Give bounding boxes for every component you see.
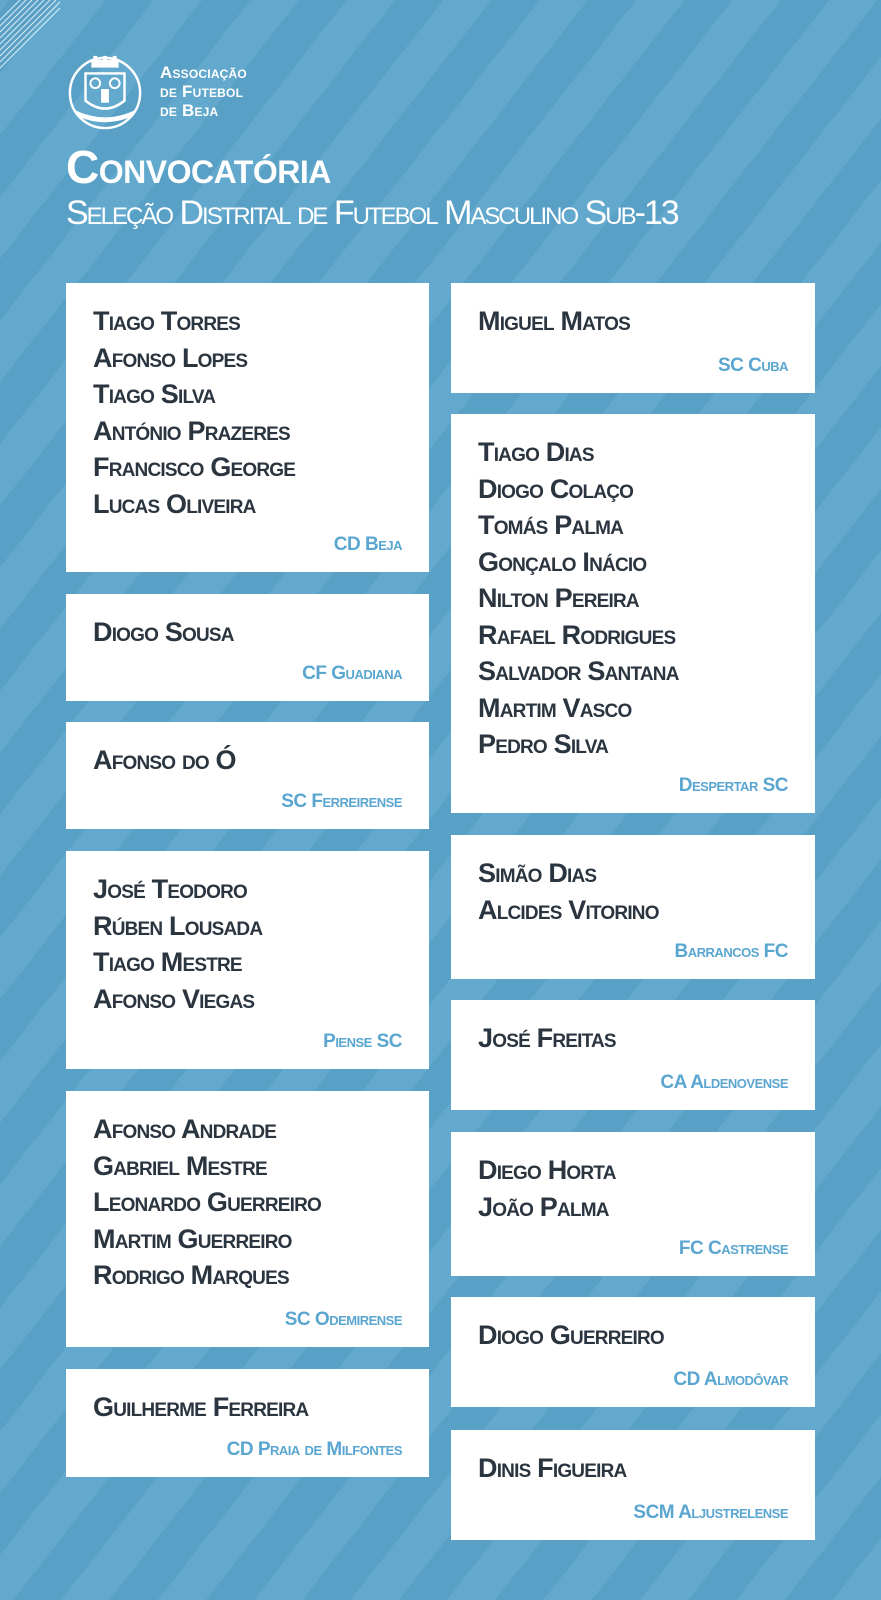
player-name: Guilherme Ferreira <box>93 1392 309 1422</box>
player-name: Tiago Mestre <box>93 947 242 977</box>
club-card <box>451 1430 815 1540</box>
player-name: Francisco George <box>93 452 296 482</box>
player-list <box>478 1132 788 1225</box>
player-name: Tiago Torres <box>93 306 241 336</box>
club-name: SC Cuba <box>717 355 788 376</box>
club-card <box>66 594 429 701</box>
player-name: Nilton Pereira <box>478 583 639 613</box>
player-name: João Palma <box>478 1191 609 1222</box>
club-name: FC Castrense <box>678 1238 788 1259</box>
player-list <box>478 1000 788 1057</box>
player-name: Gonçalo Inácio <box>478 546 647 577</box>
club-name: SC Odemirense <box>284 1309 402 1330</box>
player-name: Rúben Lousada <box>93 910 263 941</box>
player-name: José Teodoro <box>93 874 247 904</box>
club-card <box>451 1132 815 1276</box>
club-card <box>451 1000 815 1110</box>
club-card <box>66 283 429 572</box>
page-subtitle: Seleção Distrital de Futebol Masculino Sub-13 <box>66 194 678 232</box>
logo-row <box>66 52 846 130</box>
player-name: Afonso Viegas <box>93 983 255 1014</box>
club-name: CD Praia de Milfontes <box>226 1439 402 1460</box>
club-name: CA Aldenovense <box>660 1072 788 1093</box>
club-name: Piense SC <box>323 1031 402 1052</box>
player-name: Diego Horta <box>478 1155 616 1185</box>
player-name: António Prazeres <box>93 415 290 446</box>
player-list <box>478 414 788 763</box>
player-name: Rodrigo Marques <box>93 1260 289 1290</box>
corner-stripes <box>0 0 60 70</box>
association-name <box>160 63 247 120</box>
club-card <box>66 1369 429 1477</box>
player-list <box>478 1297 788 1354</box>
player-list <box>478 835 788 928</box>
club-card <box>451 835 815 979</box>
org-name-line1: Associação <box>160 62 247 82</box>
player-name: Gabriel Mestre <box>93 1150 267 1181</box>
player-list <box>93 594 402 651</box>
club-card <box>451 1297 815 1407</box>
player-name: Miguel Matos <box>478 306 630 336</box>
player-name: Afonso Andrade <box>93 1114 277 1144</box>
club-name: Despertar SC <box>678 775 788 796</box>
player-name: Pedro Silva <box>478 729 609 759</box>
player-name: Rafael Rodrigues <box>478 619 676 650</box>
player-list <box>478 283 788 340</box>
org-name-line3: de Beja <box>160 100 219 120</box>
club-card <box>451 414 815 813</box>
player-name: Martim Guerreiro <box>93 1223 292 1254</box>
club-card <box>451 283 815 393</box>
player-name: Diogo Sousa <box>93 617 234 647</box>
player-name: Tiago Dias <box>478 437 594 467</box>
page-title: Convocatória <box>66 141 331 193</box>
player-name: Diogo Guerreiro <box>478 1320 664 1350</box>
player-name: Tiago Silva <box>93 379 216 409</box>
club-card <box>66 851 429 1069</box>
association-crest-logo <box>66 52 144 130</box>
player-name: Salvador Santana <box>478 656 679 686</box>
player-name: Martim Vasco <box>478 692 632 723</box>
player-list <box>93 1091 402 1294</box>
club-name: SCM Aljustrelense <box>633 1502 788 1523</box>
player-name: José Freitas <box>478 1023 616 1053</box>
player-name: Diogo Colaço <box>478 473 634 504</box>
player-name: Lucas Oliveira <box>93 488 256 519</box>
org-name-line2: de Futebol <box>160 81 244 101</box>
club-name: SC Ferreirense <box>281 791 402 812</box>
player-list <box>478 1430 788 1487</box>
player-name: Simão Dias <box>478 858 597 888</box>
club-card <box>66 1091 429 1347</box>
player-name: Afonso do Ó <box>93 745 236 775</box>
player-list <box>93 851 402 1017</box>
club-card <box>66 722 429 829</box>
player-list <box>93 283 402 522</box>
player-name: Alcides Vitorino <box>478 894 659 925</box>
header <box>66 52 846 232</box>
player-list <box>93 722 402 779</box>
club-name: CD Almodôvar <box>673 1369 788 1390</box>
club-name: CF Guadiana <box>302 663 402 684</box>
club-name: CD Beja <box>333 534 402 555</box>
club-name: Barrancos FC <box>674 941 788 962</box>
player-name: Leonardo Guerreiro <box>93 1187 321 1217</box>
player-name: Afonso Lopes <box>93 342 248 373</box>
player-name: Tomás Palma <box>478 510 624 540</box>
player-list <box>93 1369 402 1426</box>
player-name: Dinis Figueira <box>478 1453 627 1483</box>
